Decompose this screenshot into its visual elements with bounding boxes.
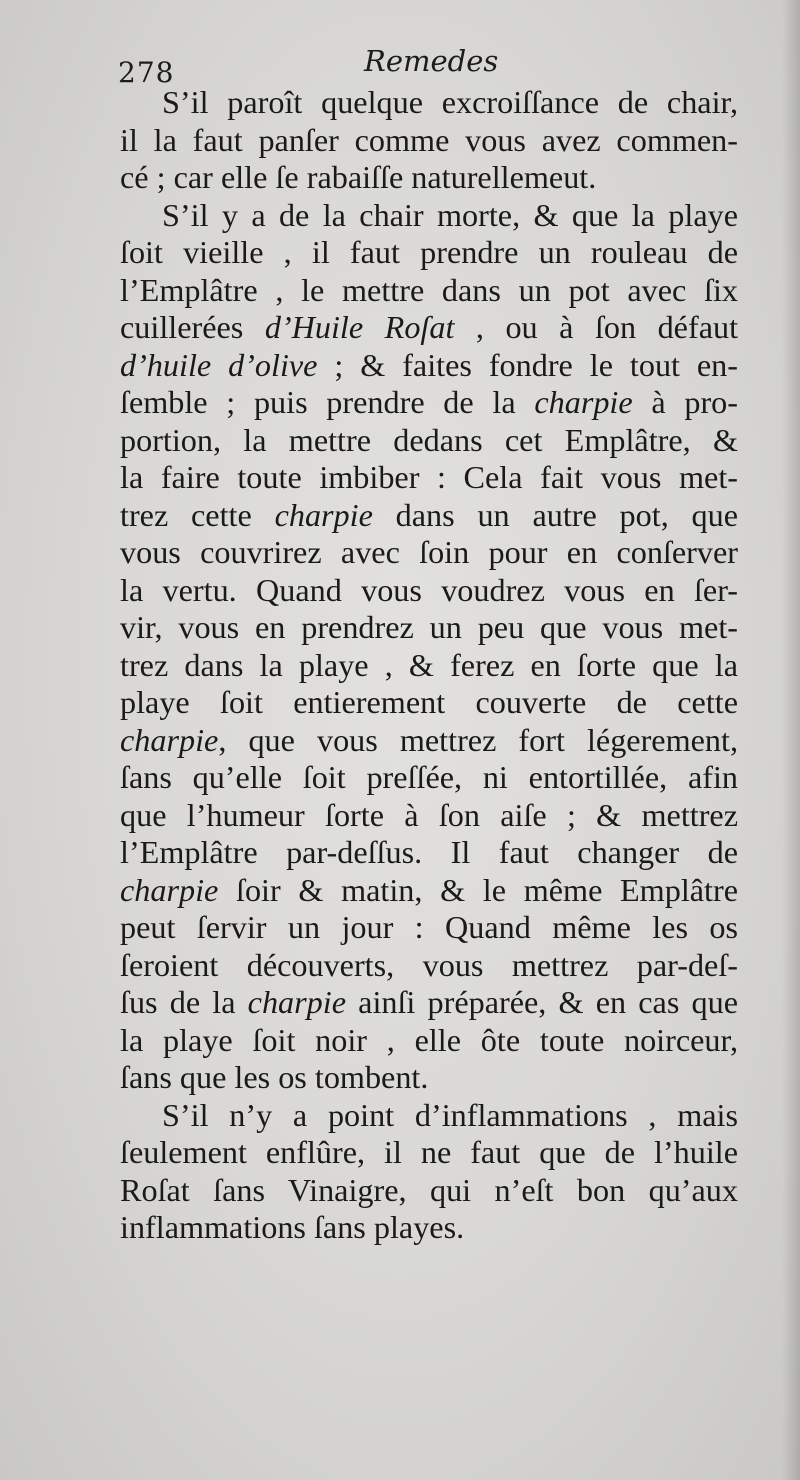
text-segment: vous couvrirez avec ſoin pour en conſerver [120,534,738,570]
text-segment: S’il y a de la chair morte, & que la playe [162,196,738,233]
italic-text-segment: charpie [120,721,219,758]
text-line [120,834,738,872]
text-segment: ſoit vieille , il faut prendre un rouleau de [120,234,738,270]
text-line [120,872,738,910]
text-segment: portion, la mettre dedans cet Emplâtre, & [120,421,738,458]
text-segment: trez cette [120,496,275,533]
italic-text-segment: d’Huile Roſat [264,309,455,345]
italic-text-segment: charpie [274,496,373,533]
text-line [120,1059,738,1097]
text-line [120,122,738,160]
text-line [120,534,738,572]
text-segment: ſus de la [120,984,248,1020]
text-segment: inflammations ſans playes. [120,1209,465,1245]
text-segment: l’Emplâtre , le mettre dans un pot avec ſix [120,271,738,308]
text-segment: il la faut panſer comme vous avez commen- [120,121,738,158]
text-segment: ainſi préparée, & en cas que [346,984,739,1020]
italic-text-segment: charpie [120,871,219,908]
text-segment: la playe ſoit noir , elle ôte toute noirceur, [120,1021,738,1058]
text-segment: , que vous mettrez fort légerement, [218,721,738,758]
text-segment: peut ſervir un jour : Quand même les os [120,909,738,945]
text-segment: ſans que les os tombent. [120,1059,429,1095]
text-line [120,272,738,310]
text-line [120,459,738,497]
italic-text-segment: charpie [534,384,633,420]
text-line [120,572,738,610]
text-segment: cuillerées [120,309,265,345]
text-line [120,684,738,722]
text-line [120,197,738,235]
text-segment: ſeulement enflûre, il ne faut que de l’huile [120,1134,738,1170]
page-edge-shadow [782,0,800,1480]
text-segment: ſoir & matin, & le même Emplâtre [218,871,738,908]
text-segment: cé ; car elle ſe rabaiſſe naturellemeut. [120,159,597,195]
text-segment: ; & faites fondre le tout en- [317,346,738,383]
text-line [120,722,738,760]
text-line [120,347,738,385]
text-line [120,422,738,460]
text-line [120,759,738,797]
text-line [120,984,738,1022]
text-segment: ſans qu’elle ſoit preſſée, ni entortillée, afin [120,759,738,795]
text-line [120,384,738,422]
text-line [120,159,738,197]
italic-text-segment: d’huile d’olive [120,346,318,383]
italic-text-segment: charpie [247,984,346,1020]
text-line [120,84,738,122]
text-segment: S’il n’y a point d’inflammations , mais [162,1096,738,1133]
text-line [120,797,738,835]
text-segment: la faire toute imbiber : Cela fait vous met- [120,459,738,495]
text-line [120,609,738,647]
text-segment: à pro- [632,384,738,420]
text-line [120,647,738,685]
text-line [120,1209,738,1247]
text-segment: que l’humeur ſorte à ſon aiſe ; & mettrez [120,796,738,833]
text-line [120,1134,738,1172]
text-line [120,309,738,347]
text-line [120,1022,738,1060]
text-segment: ſemble ; puis prendre de la [120,384,535,420]
text-line [120,1172,738,1210]
text-line [120,497,738,535]
text-segment: S’il paroît quelque excroiſſance de chair, [162,84,738,120]
text-segment: playe ſoit entierement couverte de cette [120,684,738,720]
body-text [120,84,738,1247]
page-number: 278 [118,56,175,89]
text-segment: ſeroient découverts, vous mettrez par-deſ- [120,946,738,983]
text-segment: vir, vous en prendrez un peu que vous met- [120,609,738,645]
text-line [120,909,738,947]
text-line [120,1097,738,1135]
running-title: Remedes [364,44,499,78]
text-segment: Roſat ſans Vinaigre, qui n’eſt bon qu’aux [120,1171,738,1208]
text-segment: l’Emplâtre par-deſſus. Il faut changer de [120,834,738,870]
page-header [118,44,738,89]
text-segment: , ou à ſon défaut [454,309,739,345]
text-segment: dans un autre pot, que [372,496,738,533]
text-segment: la vertu. Quand vous voudrez vous en ſer- [120,571,738,608]
text-line [120,234,738,272]
text-segment: trez dans la playe , & ferez en ſorte que la [120,646,738,683]
text-line [120,947,738,985]
